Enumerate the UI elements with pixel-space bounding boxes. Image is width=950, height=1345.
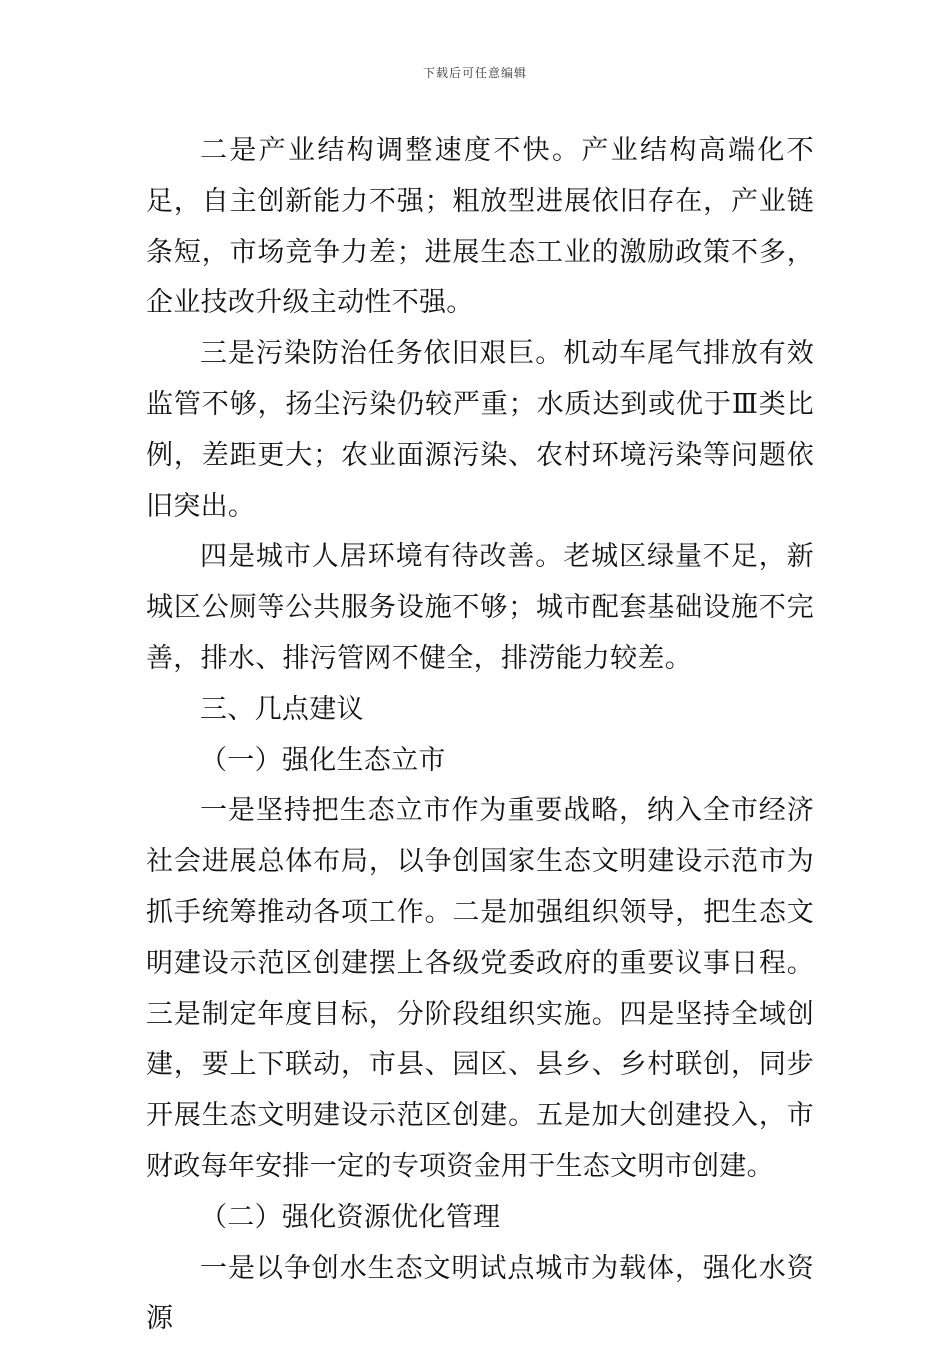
paragraph-ecology-measures: 一是坚持把生态立市作为重要战略，纳入全市经济社会进展总体布局，以争创国家生态文明建设示范市为抓手统筹推动各项工作。二是加强组织领导，把生态文明建设示范区创建摆上各级党委政府的重要议事日程。三是制定年度目标，分阶段组织实施。四是坚持全域创建，要上下联动，市县、园区、县乡、乡村联创，同步开展生态文明建设示范区创建。五是加大创建投入，市财政每年安排一定的专项资金用于生态文明市创建。 (146, 795, 814, 1182)
subheading-resource-management: （二）强化资源优化管理 (200, 1201, 501, 1233)
subheading-ecology: （一）强化生态立市 (200, 744, 446, 776)
paragraph-pollution-control: 三是污染防治任务依旧艰巨。机动车尾气排放有效监管不够，扬尘污染仍较严重；水质达到或优于Ⅲ类比例，差距更大；农业面源污染、农村环境污染等问题依旧突出。 (146, 338, 814, 522)
paragraph-urban-environment: 四是城市人居环境有待改善。老城区绿量不足，新城区公厕等公共服务设施不够；城市配套基础设施不完善，排水、排污管网不健全，排涝能力较差。 (146, 541, 814, 674)
paragraph-industry-structure: 二是产业结构调整速度不快。产业结构高端化不足，自主创新能力不强；粗放型进展依旧存在，产业链条短，市场竞争力差；进展生态工业的激励政策不多，企业技改升级主动性不强。 (146, 135, 814, 319)
download-note: 下载后可任意编辑 (422, 66, 527, 80)
paragraph-water-resources: 一是以争创水生态文明试点城市为载体，强化水资源 (146, 1252, 814, 1335)
section-heading-suggestions: 三、几点建议 (200, 693, 364, 725)
document-body (146, 126, 814, 1345)
